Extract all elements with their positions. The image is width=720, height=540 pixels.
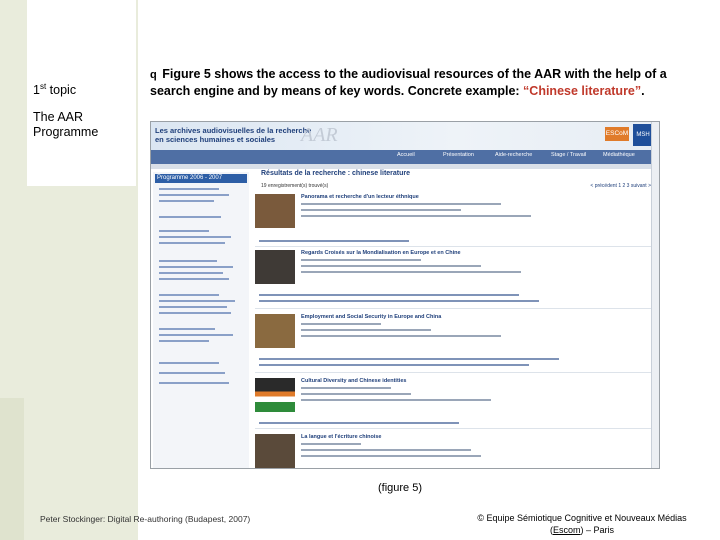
- menu-line[interactable]: [159, 334, 233, 336]
- result-meta-line: [301, 323, 381, 325]
- search-term-highlight: “Chinese literature”: [523, 84, 642, 98]
- result-meta-line: [301, 209, 461, 211]
- site-nav-bar: [151, 150, 659, 164]
- result-thumbnail[interactable]: [255, 378, 295, 412]
- result-thumbnail[interactable]: [255, 314, 295, 348]
- menu-line[interactable]: [159, 382, 229, 384]
- result-link-line[interactable]: [259, 422, 459, 424]
- result-thumbnail[interactable]: [255, 250, 295, 284]
- result-meta-line: [301, 387, 391, 389]
- result-thumbnail[interactable]: [255, 434, 295, 468]
- menu-line[interactable]: [159, 188, 219, 190]
- result-thumbnail[interactable]: [255, 194, 295, 228]
- result-title[interactable]: Cultural Diversity and Chinese identities: [301, 378, 407, 384]
- result-link-line[interactable]: [259, 300, 539, 302]
- menu-line[interactable]: [159, 362, 219, 364]
- result-divider: [255, 246, 653, 247]
- result-divider: [255, 428, 653, 429]
- footer-author: Peter Stockinger: Digital Re-authoring (Budapest, 2007): [40, 514, 251, 524]
- menu-line[interactable]: [159, 312, 231, 314]
- program-label[interactable]: Programme 2006 - 2007: [155, 174, 247, 183]
- result-item[interactable]: [255, 314, 653, 354]
- nav-presentation[interactable]: Présentation: [443, 152, 474, 158]
- result-divider: [255, 372, 653, 373]
- menu-line[interactable]: [159, 236, 231, 238]
- escom-link[interactable]: Escom: [552, 525, 581, 535]
- browser-scrollbar[interactable]: [651, 122, 659, 468]
- result-meta-line: [301, 329, 431, 331]
- site-title: Les archives audiovisuelles de la recherche en sciences humaines et sociales: [155, 126, 312, 144]
- aar-logo: AAR: [301, 124, 338, 146]
- topic-label: 1st topic: [33, 82, 77, 98]
- menu-line[interactable]: [159, 294, 219, 296]
- menu-line[interactable]: [159, 260, 217, 262]
- result-item[interactable]: [255, 194, 653, 234]
- result-link-line[interactable]: [259, 240, 409, 242]
- site-left-menu: [153, 172, 249, 468]
- bullet-icon: q: [150, 69, 157, 81]
- nav-mediatheque[interactable]: Médiathèque: [603, 152, 635, 158]
- result-item[interactable]: [255, 378, 653, 418]
- result-title[interactable]: Regards Croisés sur la Mondialisation en Europe et en Chine: [301, 250, 461, 256]
- site-sub-strip: [151, 164, 659, 169]
- menu-line[interactable]: [159, 306, 227, 308]
- nav-accueil[interactable]: Accueil: [397, 152, 415, 158]
- menu-line[interactable]: [159, 194, 229, 196]
- result-item[interactable]: [255, 434, 653, 468]
- slide-heading: q Figure 5 shows the access to the audiovisual resources of the AAR with the help of a search engine and by means of key words. Concrete example: “Chinese literature”.: [150, 67, 667, 98]
- menu-line[interactable]: [159, 200, 214, 202]
- site-banner: [151, 122, 659, 150]
- result-meta-line: [301, 443, 361, 445]
- results-title: Résultats de la recherche : chinese literature: [261, 170, 411, 177]
- footer-copyright: © Equipe Sémiotique Cognitive et Nouveaux Médias (Escom) – Paris: [477, 513, 687, 535]
- sidebar-decor-strip: [0, 398, 24, 540]
- result-link-line[interactable]: [259, 358, 559, 360]
- result-link-line[interactable]: [259, 294, 519, 296]
- menu-line[interactable]: [159, 340, 209, 342]
- result-meta-line: [301, 455, 481, 457]
- results-count: 19 enregistrement(s) trouvé(s): [261, 183, 329, 189]
- menu-line[interactable]: [159, 266, 233, 268]
- result-item[interactable]: [255, 250, 653, 290]
- result-link-line[interactable]: [259, 364, 529, 366]
- escom-badge: ESCoM: [605, 127, 629, 141]
- result-meta-line: [301, 393, 411, 395]
- result-meta-line: [301, 271, 521, 273]
- menu-line[interactable]: [159, 372, 225, 374]
- nav-aide-recherche[interactable]: Aide-recherche: [495, 152, 533, 158]
- menu-line[interactable]: [159, 272, 223, 274]
- result-meta-line: [301, 203, 501, 205]
- menu-line[interactable]: [159, 242, 225, 244]
- menu-line[interactable]: [159, 328, 215, 330]
- programme-title: The AAR Programme: [33, 110, 99, 139]
- menu-line[interactable]: [159, 300, 235, 302]
- result-meta-line: [301, 259, 421, 261]
- menu-line[interactable]: [159, 216, 221, 218]
- results-pager[interactable]: < précédent 1 2 3 suivant >: [590, 183, 651, 189]
- nav-stage[interactable]: Stage / Travail: [551, 152, 587, 158]
- website-screenshot: [150, 121, 660, 469]
- result-divider: [255, 308, 653, 309]
- result-title[interactable]: Panorama et recherche d'un lecteur éthnique: [301, 194, 419, 200]
- result-meta-line: [301, 335, 501, 337]
- msh-logo: MSH: [633, 124, 653, 146]
- figure-caption: (figure 5): [378, 482, 423, 494]
- result-title[interactable]: Employment and Social Security in Europe and China: [301, 314, 442, 320]
- result-meta-line: [301, 265, 481, 267]
- result-meta-line: [301, 449, 471, 451]
- result-meta-line: [301, 215, 531, 217]
- menu-line[interactable]: [159, 230, 209, 232]
- result-title[interactable]: La langue et l'écriture chinoise: [301, 434, 382, 440]
- menu-line[interactable]: [159, 278, 229, 280]
- result-meta-line: [301, 399, 491, 401]
